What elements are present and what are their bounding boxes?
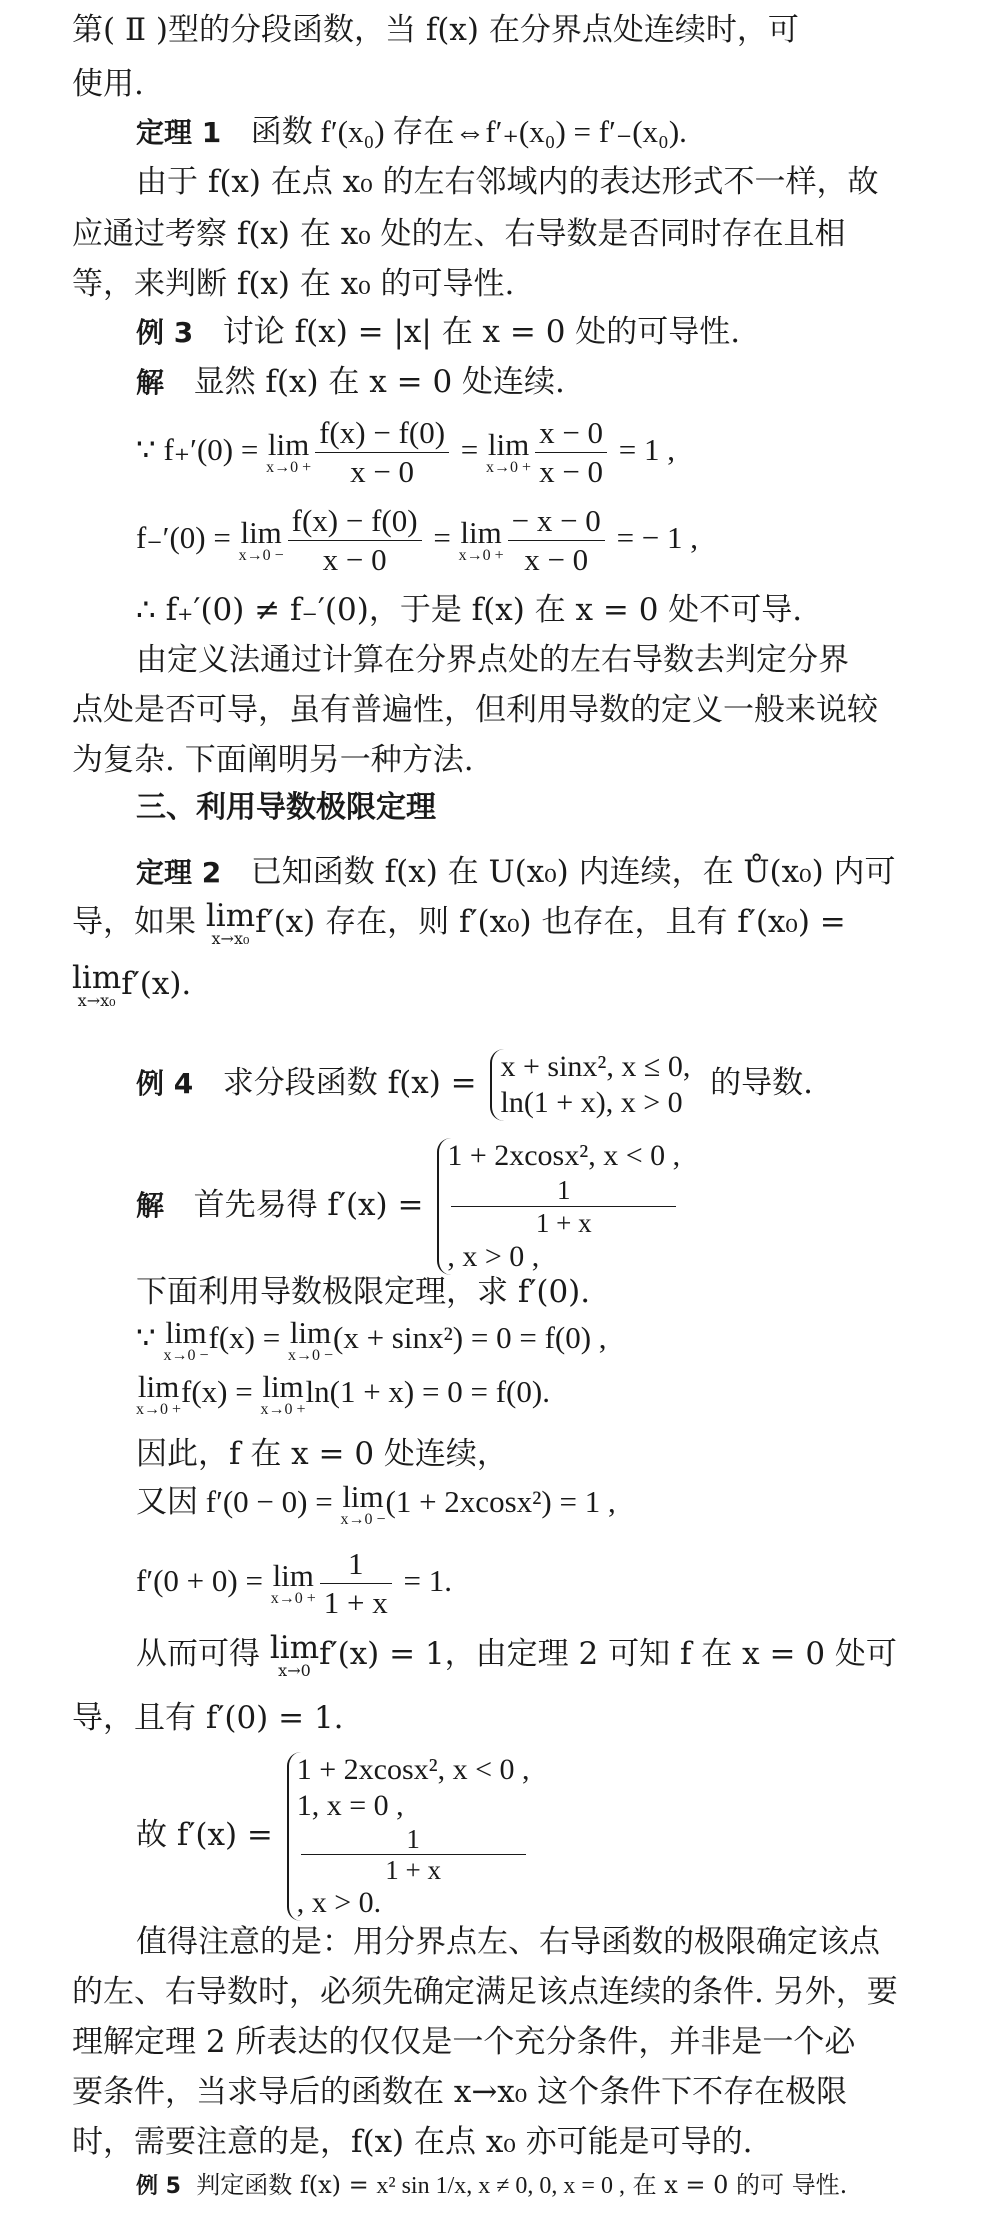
eq-result: = 1 , — [611, 432, 676, 467]
lim-word: lim — [205, 897, 256, 934]
text-line-28: 导，且有 f′(0) = 1. — [72, 1700, 344, 1736]
text-line-31: 的左、右导数时，必须先确定满足该点连续的条件. 另外，要 — [72, 1974, 898, 2010]
fraction-numerator: − x − 0 — [508, 502, 605, 541]
fraction-denominator: x − 0 — [350, 454, 415, 490]
solution-4-text: 首先易得 f′(x) = — [193, 1187, 434, 1223]
text-line-32: 理解定理 2 所表达的仅仅是一个充分条件，并非是一个必 — [72, 2024, 856, 2060]
lim-word: lim — [289, 1314, 332, 1350]
example-5-label: 例 5 — [136, 2174, 181, 2199]
example-5-text: 判定函数 f(x) = — [196, 2171, 377, 2199]
theorem-1 — [136, 110, 940, 155]
lim-subscript: x→x₀ — [77, 990, 116, 1010]
fraction-denominator: x − 0 — [524, 542, 589, 578]
text-span: f′(x) = 1，由定理 2 可知 f 在 x = 0 处可 — [319, 1636, 897, 1672]
lim-word: lim — [165, 1314, 207, 1350]
text-span: f′(x). — [121, 966, 192, 1002]
fraction-denominator: 1 + x — [323, 1585, 388, 1621]
text-line-2: 使用. — [72, 66, 144, 102]
text-span: 导，如果 — [72, 904, 206, 940]
example-4 — [136, 1042, 940, 1124]
derivative-left — [136, 1480, 940, 1536]
lim-word: lim — [262, 1368, 304, 1404]
eq-result: = − 1 , — [608, 520, 699, 555]
equation-left-derivative — [136, 498, 940, 578]
piecewise-brace — [490, 1049, 690, 1121]
theorem-2-label: 定理 2 — [136, 856, 222, 889]
text-span: 又因 f′(0 − 0) = — [136, 1484, 341, 1519]
lim-subscript: x→0 − — [340, 1510, 386, 1528]
text-span: ∵ — [136, 1320, 164, 1355]
piecewise-case-2: 0, x = 0 , — [539, 2173, 625, 2199]
fraction-numerator: 1 — [435, 2173, 448, 2199]
text-span: ln(1 + x) = 0 = f(0). — [305, 1374, 550, 1409]
lim-subscript: x→0 − — [287, 1346, 333, 1364]
lim-word: lim — [267, 426, 310, 462]
fraction-numerator: x − 0 — [535, 414, 607, 453]
text-span: (1 + 2xcosx²) = 1 , — [385, 1484, 616, 1519]
text-span: f(x) = — [208, 1320, 288, 1355]
text-span: = 1. — [395, 1563, 452, 1598]
example-3 — [136, 310, 940, 355]
solution-3 — [136, 360, 940, 405]
example-4-end: 的导数. — [710, 1065, 813, 1101]
text-line-27 — [136, 1629, 940, 1690]
lim-word: lim — [72, 959, 122, 996]
piecewise-case-3 — [297, 1824, 530, 1921]
text-span: f(x) = — [181, 1374, 261, 1409]
fraction-numerator: 1 — [320, 1545, 392, 1584]
theorem-2-line-2 — [72, 897, 940, 960]
text-line-12: 由定义法通过计算在分界点处的左右导数去判定分界 — [136, 642, 849, 678]
piecewise-case-2 — [447, 1174, 680, 1275]
equation-right-derivative — [136, 410, 940, 490]
lim-word: lim — [460, 514, 502, 550]
text-line-30: 值得注意的是：用分界点左、右导函数的极限确定该点 — [136, 1924, 880, 1960]
theorem-2 — [136, 850, 940, 895]
lim-subscript: x→0 + — [486, 458, 532, 476]
case-condition: , x > 0 , — [447, 1240, 540, 1273]
theorem-2-line-3 — [72, 959, 940, 1022]
lim-subscript: x→0 — [278, 1660, 311, 1680]
text-span: 从而可得 — [136, 1636, 270, 1672]
final-derivative — [136, 1752, 940, 1919]
fraction-denominator: x − 0 — [322, 542, 387, 578]
text-line-4: 由于 f(x) 在点 x₀ 的左右邻域内的表达形式不一样，故 — [136, 164, 879, 200]
text-line-33: 要条件，当求导后的函数在 x→x₀ 这个条件下不存在极限 — [72, 2074, 848, 2110]
piecewise-case-2: 1, x = 0 , — [296, 1789, 404, 1822]
piecewise-brace — [287, 1752, 530, 1921]
lim-word: lim — [240, 514, 282, 550]
limit-right — [136, 1370, 940, 1426]
case-expression: x² sin — [376, 2173, 430, 2199]
text-line-1: 第( Ⅱ )型的分段函数，当 f(x) 在分界点处连续时，可 — [72, 12, 799, 48]
fraction-numerator: 1 — [451, 1174, 676, 1207]
fraction-denominator: 1 + x — [535, 1208, 592, 1238]
piecewise-case-2: ln(1 + x), x > 0 — [500, 1085, 683, 1119]
example-3-text: 讨论 f(x) = |x| 在 x = 0 处的可导性. — [222, 314, 741, 350]
fraction-numerator: f(x) − f(0) — [315, 414, 449, 453]
derivative-right — [136, 1540, 940, 1622]
case-condition: , x ≠ 0, — [466, 2173, 534, 2199]
eq-equals: = — [425, 520, 459, 555]
solution-4-label: 解 — [136, 1189, 165, 1222]
text-line-5: 应通过考察 f(x) 在 x₀ 处的左、右导数是否同时存在且相 — [72, 216, 846, 252]
text-line-6: 等，来判断 f(x) 在 x₀ 的可导性. — [72, 266, 515, 302]
text-line-21 — [72, 1270, 940, 1314]
fraction-denominator: x − 0 — [539, 454, 604, 490]
example-5-end: 在 x = 0 的可 — [632, 2171, 785, 2199]
eq-equals: = — [453, 432, 487, 467]
lim-subscript: x→x₀ — [211, 928, 250, 948]
piecewise-case-1: 1 + 2xcosx², x < 0 , — [296, 1753, 530, 1786]
lim-word: lim — [342, 1478, 384, 1514]
lim-subscript: x→0 + — [270, 1589, 316, 1607]
fraction-denominator: 1 + x — [385, 1855, 442, 1885]
lim-word: lim — [487, 426, 530, 462]
text-span: 下面利用导数极限定理，求 f′(0). — [136, 1274, 591, 1310]
text-line-13: 点处是否可导，虽有普遍性，但利用导数的定义一般来说较 — [72, 692, 878, 728]
fraction-numerator: 1 — [301, 1824, 526, 1855]
lim-word: lim — [269, 1629, 320, 1666]
solution-3-text: 显然 f(x) 在 x = 0 处连续. — [193, 364, 565, 400]
piecewise-brace — [437, 1138, 680, 1275]
piecewise-case-1: x + sinx², x ≤ 0, — [500, 1049, 691, 1083]
example-5 — [136, 2160, 940, 2210]
example-4-label: 例 4 — [136, 1067, 194, 1100]
text-line-24: 因此，f 在 x = 0 处连续， — [136, 1436, 508, 1472]
text-span: f′(x) 存在，则 f′(x₀) 也存在，且有 f′(x₀) = — [255, 904, 846, 940]
text-line-36: 导性. — [791, 2171, 848, 2199]
text-span: 故 f′(x) = — [136, 1817, 283, 1853]
eq-prefix: ∵ f₊′(0) = — [136, 432, 267, 467]
piecewise-case-1: 1 + 2xcosx², x < 0 , — [447, 1139, 681, 1172]
eq-prefix: f₋′(0) = — [136, 520, 239, 555]
lim-subscript: x→0 + — [260, 1400, 306, 1418]
case-condition: , x > 0. — [296, 1886, 382, 1919]
lim-word: lim — [272, 1557, 314, 1593]
lim-subscript: x→0 − — [238, 546, 284, 564]
limit-left — [136, 1316, 940, 1372]
lim-subscript: x→0 + — [136, 1400, 182, 1418]
section-heading: 三、利用导数极限定理 — [136, 790, 436, 825]
lim-word: lim — [137, 1368, 180, 1404]
lim-subscript: x→0 − — [163, 1346, 209, 1364]
fraction-denominator: x — [454, 2173, 467, 2199]
solution-4 — [136, 1138, 940, 1273]
example-4-text: 求分段函数 f(x) = — [222, 1065, 487, 1101]
theorem-2-text: 已知函数 f(x) 在 U(x₀) 内连续，在 Ů(x₀) 内可 — [250, 854, 896, 890]
solution-3-label: 解 — [136, 366, 165, 399]
lim-subscript: x→0 + — [458, 546, 504, 564]
text-line-11: ∴ f₊′(0) ≠ f₋′(0)，于是 f(x) 在 x = 0 处不可导. — [136, 592, 803, 628]
theorem-1-text: 函数 f′(x₀) 存在⇔f′₊(x₀) = f′₋(x₀). — [250, 114, 687, 149]
piecewise-inline: x² sin 1/x, x ≠ 0, 0, x = 0 , — [376, 2173, 625, 2199]
text-span: (x + sinx²) = 0 = f(0) , — [333, 1320, 607, 1355]
text-line-34: 时，需要注意的是，f(x) 在点 x₀ 亦可能是可导的. — [72, 2124, 753, 2160]
text-span: f′(0 + 0) = — [136, 1563, 271, 1598]
lim-subscript: x→0 + — [266, 458, 312, 476]
fraction-numerator: f(x) − f(0) — [288, 502, 422, 541]
example-3-label: 例 3 — [136, 316, 194, 349]
text-line-14: 为复杂. 下面阐明另一种方法. — [72, 742, 474, 778]
theorem-1-label: 定理 1 — [136, 116, 222, 149]
